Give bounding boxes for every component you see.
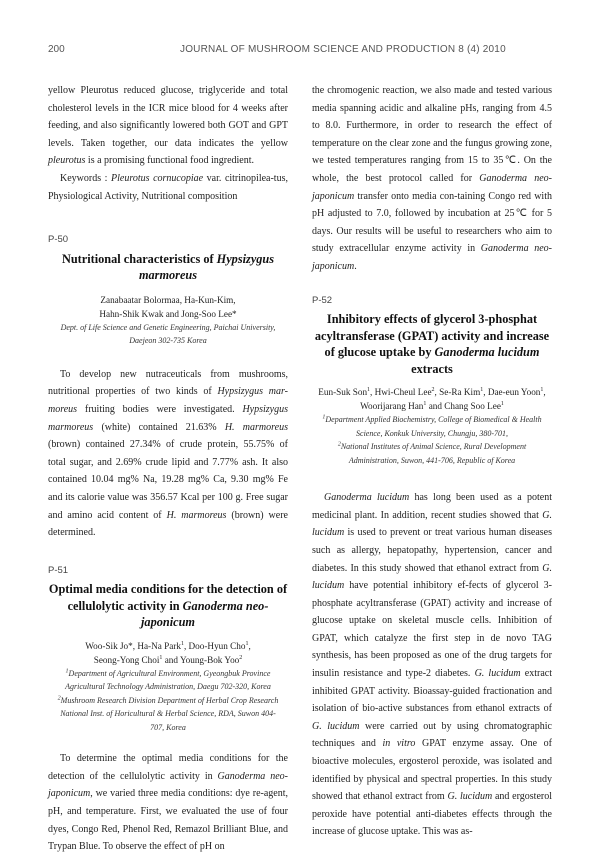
journal-title: JOURNAL OF MUSHROOM SCIENCE AND PRODUCTION 8 (4) 2010 — [180, 44, 506, 55]
abstract-body: To determine the optimal media conditions for the detection of the cellulolytic activity in Ganoderma neo-japonicum, we varied three media conditions: dye re-agent, pH, and temperature. First, we evaluated the use of four dyes, Congo Red, Phenol Red, Remazol Brilliant Blue, and Trypan Blue. To observe the effect of pH on — [48, 753, 289, 853]
abstract-title: Optimal media conditions for the detection of cellulolytic activity in Ganoderma neo-japonicum — [48, 582, 288, 630]
abstract-affiliation: $^1$Department Applied Biochemistry, College of Biomedical & Health Science, Konkuk University, Chungju, 380-701, $^2$National Institutes of Animal Science, Rural Development Administration, Suwon, 441-706, Republic of Korea — [322, 414, 542, 465]
abstract-number: P-52 — [312, 294, 333, 306]
abstract-authors: Eun-Suk Son$^1$, Hwi-Cheul Lee$^2$, Se-Ra Kim$^1$, Dae-eun Yoon$^1$, Woorijarang Han$^1$ and Chang Soo Lee$^1$ — [318, 387, 546, 412]
abstract-affiliation: Dept. of Life Science and Genetic Engineering, Paichai University, Daejeon 302-735 Korea — [60, 322, 276, 346]
abstract-authors: Zanabaatar Bolormaa, Ha-Kun-Kim, Hahn-Shik Kwak and Jong-Soo Lee* — [99, 294, 237, 319]
abstract-p52 — [312, 292, 552, 841]
abstract-body: Ganoderma lucidum has long been used as a potent medicinal plant. In addition, recent studies showed that G. lucidum is used to prevent or treat various human diseases such as allergy, hepatopathy, hypertension, cancer and diabetes. In this study showed that ethanol extract from G. lucidum have potential inhibitory ef-fects of glycerol 3-phosphate acyltransferase (GPAT) activity and increase of glucose uptake on skeletal muscle cells. Inhibition of GPAT, which catalyze the first step in de novo TAG synthesis, has been proposed as one of the drug targets for insulin resistance and type-2 diabetes. G. lucidum extract inhibited GPAT activity. Bioassay-guided fractionation and isolation of bio-active substances from ethanol extracts of G. lucidum were carried out by using chromatographic techniques and in vitro GPAT enzyme assay. One of bioactive molecules, ergosterol peroxide, was isolated and identified by physical and spectral properties. In this study showed that ethanol extract from G. lucidum and ergosterol peroxide have potential anti-diabetes effects through the increase of glucose uptake. This was as- — [312, 492, 552, 838]
abstract-p51 — [48, 562, 288, 856]
right-column — [312, 82, 552, 841]
abstract-title: Nutritional characteristics of Hypsizygus marmoreus — [61, 251, 275, 283]
page-number: 200 — [48, 44, 65, 55]
left-column — [48, 82, 288, 856]
abstract-number: P-51 — [48, 564, 69, 576]
intro-paragraph: yellow Pleurotus reduced glucose, triglyceride and total cholesterol levels in the ICR mice blood for 4 weeks after feeding, and also significantly lowered both GOT and GPT levels. Taken together, our data indicates the yellow pleurotus is a promising functional food ingredient. — [48, 85, 288, 167]
keywords: Keywords : Pleurotus cornucopiae var. citrinopilea-tus, Physiological Activity, Nutritional composition — [48, 172, 288, 202]
abstract-title: Inhibitory effects of glycerol 3-phosphat acyltransferase (GPAT) activity and increase of glucose uptake by Ganoderma lucidum extracts — [314, 312, 550, 376]
abstract-p50 — [48, 231, 288, 542]
abstract-body: To develop new nutraceuticals from mushrooms, nutritional properties of two kinds of Hypsizygus mar-moreus fruiting bodies were investigated. Hypsizygus marmoreus (white) contained 21.63% H. marmoreus (brown) contained 27.34% of crude protein, 55.75% of total sugar, and 2.69% crude lipid and 7.77% ash. It also contained 10.04 mg% Na, 19.28 mg% Ca, 9.30 mg% Fe and its calorie value was 356.57 Kcal per 100 g. Free sugar and amino acid content of H. marmoreus (brown) were determined. — [48, 368, 288, 539]
continued-paragraph: the chromogenic reaction, we also made and tested various media spanning acidic and alkaline pHs, ranging from 4.5 to 8.0. Furthermore, in order to research the effect of temperature on the clear zone and the fungus growing zone, we tested temperatures ranging from 15 to 35℃. On the whole, the best protocol called for Ganoderma neo-japonicum transfer onto media con-taining Congo red with pH adjusted to 7.0, followed by incubation at 25℃ for 5 days. Our results will be useful to researchers who aim to study extracellular enzyme activity in Ganoderma neo-japonicum. — [312, 85, 552, 272]
abstract-number: P-50 — [48, 234, 69, 246]
abstract-authors: Woo-Sik Jo*, Ha-Na Park$^1$, Doo-Hyun Cho$^1$, Seong-Yong Choi$^1$ and Young-Bok Yoo$^2$ — [85, 640, 251, 665]
abstract-affiliation: $^1$Department of Agricultural Environment, Gyeongbuk Province Agricultural Technology Administration, Daegu 702-320, Korea $^2$Mushroom Research Division Department of Herbal Crop Research National Inst. of Horicultural & Herbal Science, RDA, Suwon 404-707, Korea — [57, 668, 279, 732]
